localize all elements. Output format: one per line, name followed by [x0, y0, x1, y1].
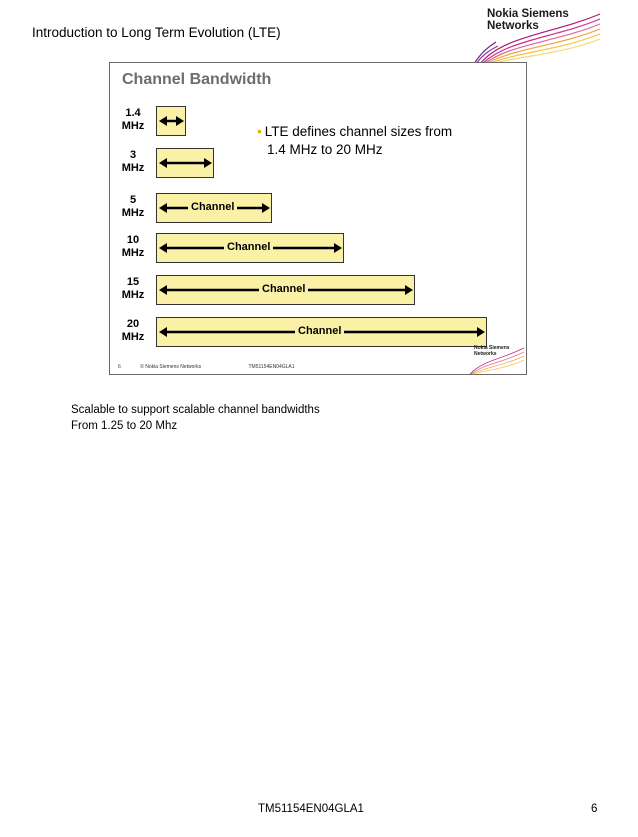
slide-logo-line2: Networks	[474, 350, 497, 357]
slide-footer	[118, 364, 313, 370]
channel-bar	[156, 233, 344, 263]
bandwidth-label	[110, 318, 156, 344]
bandwidth-unit: MHz	[121, 207, 145, 219]
bandwidth-label	[110, 194, 156, 220]
bandwidth-value: 20	[126, 318, 140, 330]
channel-bar	[156, 317, 487, 347]
slide-copyright: © Nokia Siemens Networks	[140, 364, 202, 370]
document-code: TM51154EN04GLA1	[258, 803, 364, 815]
note-line-2: From 1.25 to 20 Mhz	[71, 420, 178, 432]
bullet-line-2: 1.4 MHz to 20 MHz	[267, 142, 383, 157]
channel-bar	[156, 106, 186, 136]
slide-notes	[71, 402, 320, 434]
page-header: Introduction to Long Term Evolution (LTE)	[32, 25, 281, 40]
slide-image	[109, 62, 527, 375]
bullet-dot-icon: •	[257, 124, 262, 139]
logo-line1: Nokia Siemens	[487, 8, 569, 20]
bandwidth-value: 10	[126, 234, 140, 246]
bandwidth-unit: MHz	[121, 331, 145, 343]
slide-page-number: 6	[118, 364, 121, 370]
bandwidth-value: 3	[129, 149, 137, 161]
bandwidth-value: 1.4	[125, 107, 141, 119]
slide-logo-line1: Nokia Siemens	[474, 345, 510, 351]
channel-label: Channel	[188, 200, 237, 214]
nokia-siemens-logo	[462, 6, 602, 68]
channel-bar	[156, 193, 272, 223]
bullet-line-1: LTE defines channel sizes from	[264, 124, 453, 139]
channel-label: Channel	[224, 240, 273, 254]
bandwidth-label	[110, 149, 156, 175]
bandwidth-label	[110, 234, 156, 260]
slide-bullet	[257, 123, 452, 159]
double-arrow-icon	[157, 107, 187, 137]
slide-code: TM51154EN04GLA1	[248, 364, 295, 370]
bandwidth-unit: MHz	[121, 162, 145, 174]
slide-title: Channel Bandwidth	[122, 71, 272, 88]
double-arrow-icon	[157, 149, 215, 179]
bandwidth-value: 5	[129, 194, 137, 206]
note-line-1: Scalable to support scalable channel bandwidths	[71, 404, 320, 416]
bandwidth-label	[110, 276, 156, 302]
channel-label: Channel	[259, 282, 308, 296]
logo-line2: Networks	[487, 20, 539, 32]
bandwidth-label	[110, 107, 156, 133]
slide-logo	[466, 345, 524, 375]
channel-bar	[156, 275, 415, 305]
channel-label: Channel	[295, 324, 344, 338]
bandwidth-unit: MHz	[121, 247, 145, 259]
bandwidth-value: 15	[126, 276, 140, 288]
bandwidth-unit: MHz	[121, 120, 145, 132]
channel-bar	[156, 148, 214, 178]
bandwidth-unit: MHz	[121, 289, 145, 301]
page-number: 6	[591, 803, 598, 815]
